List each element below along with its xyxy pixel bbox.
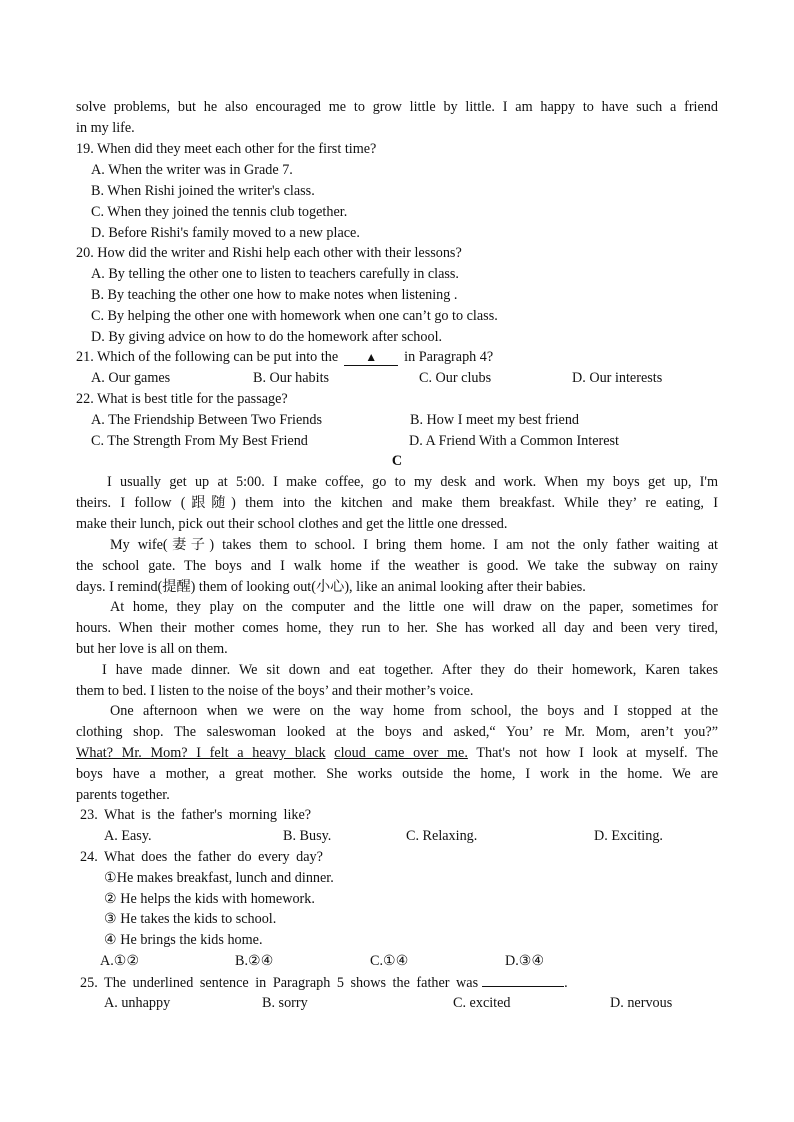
passage-line: days. I remind(提醒) them of looking out(小心), like an animal looking after their babies. [76, 579, 586, 595]
passage-text: That's not how I look at myself. The [476, 745, 718, 761]
answer-blank-line [482, 972, 564, 987]
passage-b-end-line: solve problems, but he also encouraged me to grow little by little. I am happy to have such a friend [76, 99, 718, 115]
question-21-option-d: D. Our interests [572, 370, 663, 386]
section-heading: C [391, 453, 403, 469]
question-21-stem-start: 21. Which of the following can be put into the [76, 349, 339, 365]
passage-line [76, 743, 718, 763]
passage-line: I have made dinner. We sit down and eat together. After they do their homework, Karen takes [102, 662, 718, 678]
passage-line: them to bed. I listen to the noise of the boys’ and their mother’s voice. [76, 683, 474, 699]
question-21-option-b: B. Our habits [253, 370, 330, 386]
question-19-option-c: C. When they joined the tennis club together. [91, 204, 348, 220]
underlined-sentence-part: cloud came over me. [334, 745, 468, 761]
question-20-option-a: A. By telling the other one to listen to teachers carefully in class. [91, 266, 459, 282]
question-25-text: 25. The underlined sentence in Paragraph 5 shows the father was [80, 975, 479, 991]
question-24-item-2: ② He helps the kids with homework. [104, 891, 315, 907]
question-25-option-d: D. nervous [610, 995, 673, 1011]
question-19-option-d: D. Before Rishi's family moved to a new place. [91, 225, 360, 241]
question-23-option-d: D. Exciting. [594, 828, 663, 844]
question-20-option-d: D. By giving advice on how to do the homework after school. [91, 329, 443, 345]
question-23-option-a: A. Easy. [104, 828, 152, 844]
question-21-option-c: C. Our clubs [419, 370, 492, 386]
question-25-end: . [564, 975, 568, 991]
passage-line: theirs. I follow (跟随) them into the kitchen and make them breakfast. While they’ re eating, I [76, 495, 718, 511]
question-24-option-a: A.①② [100, 953, 140, 969]
question-22-option-b: B. How I meet my best friend [410, 412, 580, 428]
question-24-item-1: ①He makes breakfast, lunch and dinner. [104, 870, 334, 886]
question-22-option-d: D. A Friend With a Common Interest [409, 433, 619, 449]
question-21-option-a: A. Our games [91, 370, 171, 386]
question-25-option-b: B. sorry [262, 995, 308, 1011]
passage-b-end-line: in my life. [76, 120, 135, 136]
passage-line: but her love is all on them. [76, 641, 228, 657]
passage-line: At home, they play on the computer and the little one will draw on the paper, sometimes for [110, 599, 718, 615]
passage-line: hours. When their mother comes home, they run to her. She has worked all day and been very tired, [76, 620, 718, 636]
question-20-option-c: C. By helping the other one with homework when one can’t go to class. [91, 308, 498, 324]
question-23-stem: 23. What is the father's morning like? [80, 807, 312, 823]
question-24-item-3: ③ He takes the kids to school. [104, 911, 277, 927]
question-22-option-c: C. The Strength From My Best Friend [91, 433, 308, 449]
question-21-stem-end: in Paragraph 4? [404, 349, 494, 365]
question-22-stem: 22. What is best title for the passage? [76, 391, 288, 407]
question-24-option-c: C.①④ [370, 953, 409, 969]
question-20-stem: 20. How did the writer and Rishi help each other with their lessons? [76, 245, 462, 261]
passage-line: make their lunch, pick out their school clothes and get the little one dressed. [76, 516, 508, 532]
question-24-stem: 24. What does the father do every day? [80, 849, 323, 865]
underlined-sentence-part: What? Mr. Mom? I felt a heavy black [76, 745, 326, 761]
passage-line: My wife(妻子) takes them to school. I bring them home. I am not the only father waiting at [110, 537, 718, 553]
question-24-item-4: ④ He brings the kids home. [104, 932, 263, 948]
question-20-option-b: B. By teaching the other one how to make notes when listening . [91, 287, 458, 303]
question-22-option-a: A. The Friendship Between Two Friends [91, 412, 322, 428]
passage-line: clothing shop. The saleswoman looked at the boys and asked,“ You’ re Mr. Mom, aren’t you?” [76, 724, 718, 740]
question-25-stem [80, 972, 568, 993]
question-23-option-c: C. Relaxing. [406, 828, 478, 844]
question-19-option-b: B. When Rishi joined the writer's class. [91, 183, 315, 199]
question-25-option-a: A. unhappy [104, 995, 171, 1011]
passage-line: I usually get up at 5:00. I make coffee, go to my desk and work. When my boys get up, I'm [107, 474, 718, 490]
passage-line: boys have a mother, a great mother. She works outside the home, I work in the home. We are [76, 766, 718, 782]
question-24-option-b: B.②④ [235, 953, 274, 969]
question-23-option-b: B. Busy. [283, 828, 332, 844]
question-19-stem: 19. When did they meet each other for the first time? [76, 141, 377, 157]
passage-line: parents together. [76, 787, 170, 803]
passage-line: the school gate. The boys and I walk home if the weather is good. We take the subway on rainy [76, 558, 718, 574]
question-24-option-d: D.③④ [505, 953, 545, 969]
question-25-option-c: C. excited [453, 995, 511, 1011]
passage-line: One afternoon when we were on the way home from school, the boys and I stopped at the [110, 703, 718, 719]
question-21-stem [76, 347, 493, 367]
answer-blank-marker: ▲ [344, 349, 398, 366]
question-19-option-a: A. When the writer was in Grade 7. [91, 162, 293, 178]
